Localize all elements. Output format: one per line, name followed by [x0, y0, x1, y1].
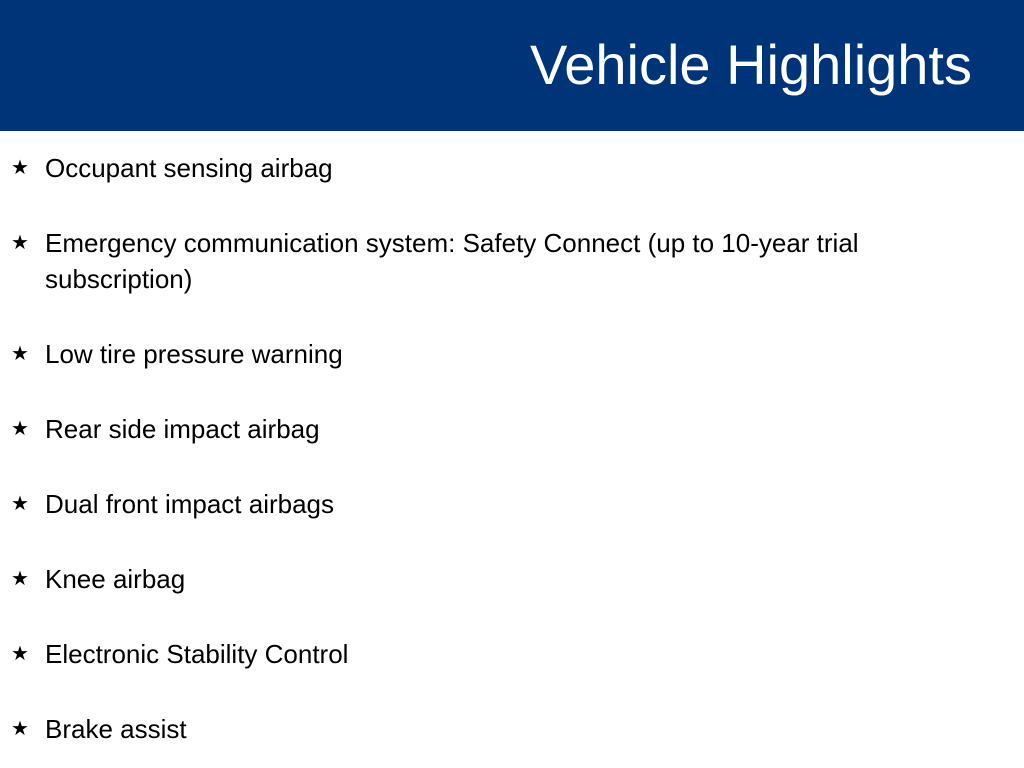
list-item-text: Dual front impact airbags [45, 489, 335, 519]
title-bar [0, 0, 1024, 131]
slide-title: Vehicle Highlights [529, 33, 972, 96]
highlights-list [0, 150, 1024, 768]
star-icon: ★ [11, 230, 29, 254]
list-item-text: Low tire pressure warning [45, 339, 343, 369]
star-icon: ★ [11, 416, 29, 440]
list-item-text: Occupant sensing airbag [45, 153, 333, 183]
list-item [0, 711, 1024, 747]
star-icon: ★ [11, 566, 29, 590]
list-item [0, 486, 1024, 522]
star-icon: ★ [11, 491, 29, 515]
list-item-text: Knee airbag [45, 564, 186, 594]
list-item [0, 636, 1024, 672]
star-icon: ★ [11, 341, 29, 365]
list-item [0, 561, 1024, 597]
list-item [0, 411, 1024, 447]
star-icon: ★ [11, 716, 29, 740]
list-item-text: Electronic Stability Control [45, 639, 349, 669]
star-icon: ★ [11, 641, 29, 665]
list-item-text: Brake assist [45, 714, 187, 744]
list-item-text: Emergency communication system: Safety Connect (up to 10-year trial subscription) [45, 228, 859, 294]
list-item [0, 336, 1024, 372]
list-item [0, 150, 1024, 186]
list-item-text: Rear side impact airbag [45, 414, 320, 444]
list-item [0, 225, 1024, 297]
star-icon: ★ [11, 155, 29, 179]
